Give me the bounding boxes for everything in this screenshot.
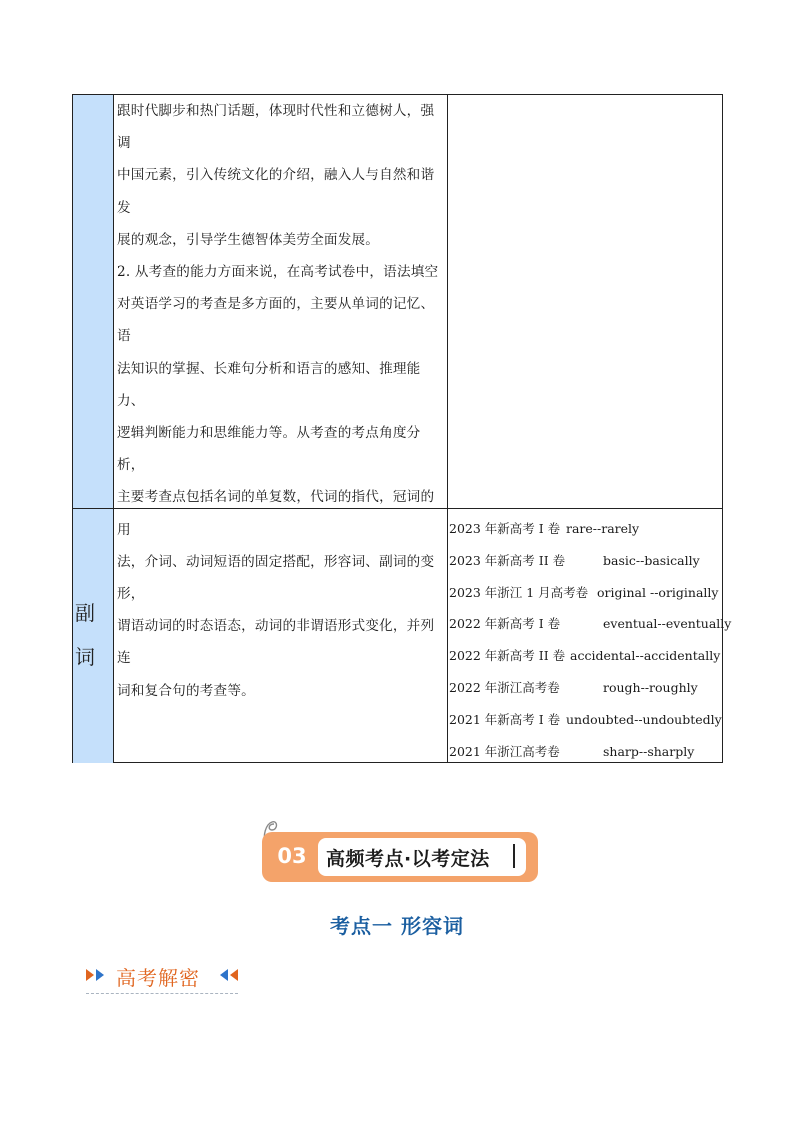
description-cell — [114, 95, 448, 699]
example-row — [449, 577, 722, 609]
text-cursor — [513, 844, 515, 868]
example-pair: sharp--sharply — [603, 743, 695, 759]
example-source: 2023 年新高考 I 卷 — [449, 521, 561, 536]
example-source: 2023 年新高考 II 卷 — [449, 552, 566, 568]
example-source: 2021 年浙江高考卷 — [449, 743, 560, 759]
banner-number: 03 — [277, 844, 307, 868]
example-pair: undoubted--undoubtedly — [566, 711, 722, 727]
section-heading — [86, 960, 238, 996]
row-label-char: 副 — [75, 601, 95, 625]
description-paragraph: 跟时代脚步和热门话题，体现时代性和立德树人，强调 中国元素，引入传统文化的介绍，融入人与自然和谐发 展的观念，引导学生德智体美劳全面发展。 2. 从考查的能力方面来说，在高考试卷中，语法填空 对英语学习的考查是多方面的，主要从单词的记忆、语 法知识的掌握、长难句分析和语言的感知、推理能力、 逻辑判断能力和思维能力等。从考查的考点角度分析， 主要考查点包括名词的单复数，代词的指代，冠词的用 法，介词、动词短语的固定搭配，形容词、副词的变形， 谓语动词的时态语态，动词的非谓语形式变化，并列连 词和复合句的考查等。 — [117, 103, 439, 699]
example-source: 2022 年新高考 II 卷 — [449, 648, 566, 664]
example-pair: basic--basically — [603, 552, 700, 568]
example-source: 2021 年新高考 I 卷 — [449, 711, 561, 727]
content-table — [72, 94, 732, 763]
example-row — [449, 545, 722, 577]
example-source: 2022 年新高考 I 卷 — [449, 616, 561, 632]
example-pair: original --originally — [597, 584, 719, 600]
example-pair: rough--roughly — [603, 679, 698, 695]
description-cell-adverb — [114, 509, 448, 763]
example-row — [449, 608, 732, 640]
example-pair: rare--rarely — [566, 521, 640, 536]
example-row — [449, 736, 722, 768]
example-row — [449, 640, 722, 672]
banner-title: 高频考点·以考定法 — [326, 848, 490, 870]
example-row — [449, 672, 722, 704]
double-arrow-left-icon — [218, 968, 240, 982]
example-pair: accidental--accidentally — [570, 648, 721, 664]
example-pair: eventual--eventually — [603, 616, 732, 632]
row-label-cell-adverb — [73, 509, 114, 763]
example-row — [449, 513, 722, 545]
examples-cell-adverb — [448, 509, 732, 763]
dashed-divider — [86, 993, 238, 994]
example-source: 2022 年浙江高考卷 — [449, 679, 560, 695]
example-row — [449, 704, 722, 736]
double-arrow-right-icon — [86, 968, 108, 982]
section-banner — [260, 818, 540, 884]
section-heading-title: 高考解密 — [116, 966, 200, 990]
examples-cell — [448, 95, 722, 509]
row-label-char: 词 — [75, 645, 95, 669]
kaodian-title: 考点一 形容词 — [330, 914, 464, 938]
row-label-cell — [73, 95, 114, 509]
example-source: 2023 年浙江 1 月高考卷 — [449, 584, 589, 600]
